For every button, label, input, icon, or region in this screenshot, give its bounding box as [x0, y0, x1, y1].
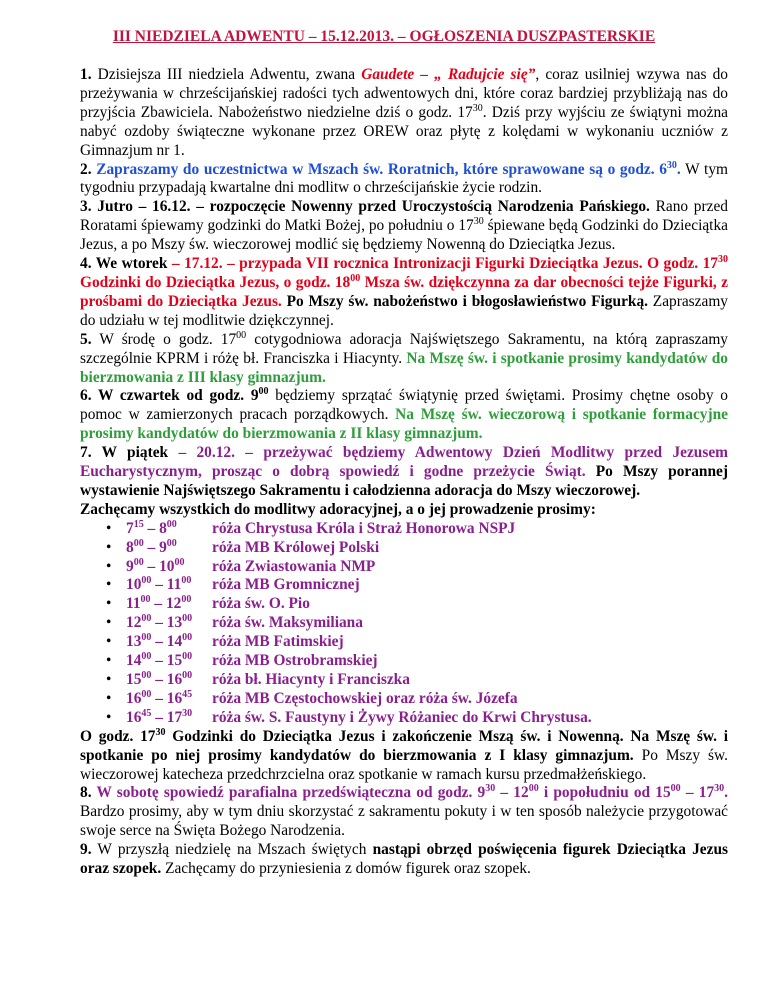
time-part: 7 — [126, 519, 134, 537]
time-part: 16 — [166, 671, 183, 688]
schedule-entry — [80, 520, 728, 539]
text-run: W środę o godz. 17 — [91, 330, 237, 348]
time-part: 11 — [126, 595, 141, 613]
time-part: 10 — [159, 557, 175, 575]
text-run: 30 — [718, 253, 728, 265]
text-run: , coraz usilniej wzywa nas do przeżywania w chrześcijańskiej radości tych adwentowych dni, które coraz bardziej przybliżają nas do przyjścia Zbawiciela. Nabożeństwo niedzielne dziś o godz. 17 — [80, 66, 728, 121]
schedule-entry — [80, 690, 728, 709]
time-part: 12 — [165, 595, 182, 613]
text-run: 00 — [670, 783, 681, 795]
time-part: 45 — [141, 707, 152, 719]
text-run: cotygodniowa adoracja Najświętszego Sakramentu, na którą zapraszamy szczególnie KPRM i różę bł. Franciszka i Hiacynty. — [80, 330, 728, 367]
time-part: 00 — [141, 669, 152, 681]
time-part: 45 — [182, 688, 193, 700]
text-run: – 12 — [495, 784, 529, 802]
announcement-item — [80, 66, 728, 161]
rosary-group: róża MB Fatimskiej — [212, 633, 344, 651]
text-run: W czwartek od godz. 9 — [91, 387, 259, 405]
text-run: i popołudniu od 15 — [538, 784, 671, 802]
text-run: 30 — [666, 159, 677, 171]
rosary-group: róża MB Ostrobramskiej — [212, 652, 378, 670]
time-part: 00 — [166, 537, 177, 549]
text-run: . — [676, 160, 681, 178]
rosary-group: róża św. Maksymiliana — [212, 614, 363, 632]
time-range: $14^{00} - 15^{00}$ — [126, 650, 193, 670]
text-run: 00 — [350, 272, 361, 284]
text-run: Zachęcamy do przyniesienia z domów figurek oraz szopek. — [161, 860, 531, 878]
text-run: W piątek — [91, 444, 169, 462]
rosary-group: róża Zwiastowania NMP — [212, 557, 376, 575]
time-part: 11 — [166, 576, 182, 594]
schedule-entry — [80, 633, 728, 652]
time-part: 14 — [126, 652, 142, 670]
text-run: W przyszłą niedzielę na Mszach świętych — [91, 841, 373, 859]
announcement-item — [80, 161, 728, 199]
text-run: 00 — [528, 783, 539, 795]
text-run: W tym tygodniu przypadają kwartalne dni modlitw o chrześcijańskie życie rodzin. — [80, 160, 728, 197]
text-run: Na Mszę św. wieczorową i spotkanie formacyjne prosimy kandydatów do bierzmowania z II klasy gimnazjum. — [80, 406, 728, 443]
item-number: 4. — [80, 255, 92, 273]
text-run: Po Mszy św. wieczorowej katecheza przedchrzcielna oraz spotkanie w ramach kursu przedmałżeńskiego. — [80, 746, 728, 783]
announcement-item — [80, 255, 728, 331]
rosary-group: róża św. S. Faustyny i Żywy Różaniec do Krwi Chrystusa. — [212, 708, 592, 726]
text-run: Dzisiejsza III niedziela Adwentu, zwana — [91, 66, 362, 83]
time-part: 00 — [141, 632, 152, 644]
time-range: $16^{45} - 17^{30}$ — [126, 707, 193, 726]
text-run: 30 — [485, 783, 496, 795]
announcement-item — [80, 198, 728, 255]
announcement-list — [80, 66, 728, 501]
time-part: 16 — [126, 708, 142, 726]
schedule-entry — [80, 671, 728, 690]
text-run: – 17.12. – przypada VII rocznica Intronizacji Figurki Dzieciątka Jezus. O godz. 17 — [167, 255, 718, 273]
text-run: nastąpi obrzęd poświęcenia figurek Dzieciątka Jezus oraz szopek. — [80, 841, 728, 878]
time-part: 00 — [174, 556, 185, 568]
rosary-group: róża MB Częstochowskiej oraz róża św. Józefa — [212, 689, 518, 707]
time-part: 00 — [141, 688, 152, 700]
time-part: 30 — [182, 707, 193, 719]
text-run: Na Mszę św. i spotkanie prosimy kandydatów do bierzmowania z III klasy gimnazjum. — [80, 349, 728, 386]
text-run: Jutro – 16.12. – rozpoczęcie Nowenny przed Uroczystością Narodzenia Pańskiego. — [91, 198, 650, 216]
rosary-group: róża MB Królowej Polski — [212, 538, 380, 556]
time-range: $11^{00} - 12^{00}$ — [126, 594, 192, 613]
text-run: Po Mszy porannej wystawienie Najświętszego Sakramentu i całodzienna adoracja do Mszy wieczorowej. — [80, 463, 728, 499]
announcement-item — [80, 387, 728, 444]
rosary-group: róża bł. Hiacynty i Franciszka — [212, 671, 410, 688]
time-part: 00 — [141, 650, 152, 662]
time-part: 17 — [166, 708, 183, 726]
text-run: O godz. 17 — [80, 727, 156, 745]
text-run: 30 — [714, 783, 725, 795]
schedule-entry — [80, 614, 728, 633]
text-run: Zapraszamy do udziału w tej modlitwie dziękczynnej. — [80, 292, 728, 329]
text-run: 30 — [155, 726, 166, 738]
item-number: 9. — [80, 841, 92, 859]
announcement-item — [80, 841, 728, 879]
announcement-item — [80, 331, 728, 388]
time-part: 00 — [182, 632, 193, 644]
schedule-entry — [80, 576, 728, 595]
text-run: – 17 — [680, 784, 715, 802]
announcement-item — [80, 444, 728, 501]
time-part: 16 — [126, 689, 142, 707]
time-part: 00 — [141, 613, 152, 625]
time-part: 10 — [126, 576, 142, 594]
schedule-intro: Zachęcamy wszystkich do modlitwy adoracyjnej, a o jej prowadzenie prosimy: — [80, 500, 596, 518]
time-part: 13 — [126, 633, 142, 651]
time-range: $8^{00} - 9^{00}$ — [126, 537, 177, 556]
time-part: 15 — [126, 671, 142, 688]
time-part: 00 — [133, 556, 144, 568]
schedule-entry — [80, 539, 728, 558]
time-range: $10^{00} - 11^{00}$ — [126, 575, 192, 594]
schedule-entry — [80, 709, 728, 728]
item-number: 2. — [80, 160, 92, 178]
schedule-entry — [80, 595, 728, 614]
text-run: 30 — [473, 216, 484, 228]
text-run: Po Mszy św. nabożeństwo i błogosławieństwo Figurką. — [281, 292, 648, 310]
time-range: $12^{00} - 13^{00}$ — [126, 613, 193, 632]
time-part: 00 — [181, 575, 192, 587]
schedule-entry — [80, 652, 728, 671]
time-part: 00 — [182, 650, 193, 662]
time-part: 00 — [166, 518, 177, 530]
announcements-body — [80, 66, 728, 879]
time-part: 8 — [159, 519, 167, 537]
text-run: Gaudete – „ Radujcie się” — [361, 66, 536, 83]
text-run: 30 — [472, 102, 483, 114]
text-run: We wtorek — [91, 255, 168, 273]
text-run: będziemy sprzątać świątynię przed świętami. Prosimy chętne osoby o pomoc w zamierzonych pracach porządkowych. — [80, 387, 728, 424]
time-range: $7^{15} - 8^{00}$ — [126, 518, 177, 537]
time-part: 00 — [140, 594, 151, 606]
time-part: 13 — [166, 614, 183, 632]
text-run: śpiewane będą Godzinki do Dzieciątka Jezus, a po Mszy św. wieczorowej modlić się będziemy Nowenną do Dzieciątka Jezus. — [80, 217, 728, 254]
text-run: – 20.12. – przeżywać będziemy Adwentowy Dzień Modlitwy przed Jezusem Eucharystycznym, prosząc o dobrą spowiedź i godne przeżycie Świąt. — [80, 444, 728, 481]
time-range: $15^{00} - 16^{00}$ — [126, 669, 193, 688]
time-part: 14 — [166, 633, 183, 651]
rosary-group: róża św. O. Pio — [212, 595, 310, 613]
announcement-item — [80, 784, 728, 841]
item-number: 7. — [80, 444, 92, 462]
text-run: . — [724, 784, 728, 802]
item-number: 8. — [80, 784, 92, 802]
time-part: 00 — [181, 594, 192, 606]
time-part: 9 — [126, 557, 134, 575]
time-range: $16^{00} - 16^{45}$ — [126, 688, 193, 707]
text-run: W sobotę spowiedź parafialna przedświąteczna od godz. 9 — [91, 784, 486, 802]
rosary-group: róża Chrystusa Króla i Straż Honorowa NSPJ — [212, 519, 516, 537]
page-title: III NIEDZIELA ADWENTU – 15.12.2013. – OGŁOSZENIA DUSZPASTERSKIE — [112, 28, 656, 45]
time-part: 00 — [182, 613, 193, 625]
time-part: 00 — [141, 575, 152, 587]
announcement-list-end — [80, 784, 728, 879]
text-run: Godzinki do Dzieciątka Jezus, o godz. 18 — [80, 273, 351, 291]
time-part: 15 — [133, 518, 144, 530]
time-part: 9 — [159, 538, 167, 556]
time-part: 00 — [182, 669, 193, 681]
after-schedule-paragraph — [80, 728, 728, 785]
time-part: 00 — [133, 537, 144, 549]
text-run: Rano przed Roratami śpiewamy godzinki do Matki Bożej, po południu o 17 — [80, 198, 728, 235]
item-number: 1. — [80, 66, 92, 83]
time-range: $13^{00} - 14^{00}$ — [126, 632, 193, 651]
item-number: 5. — [80, 330, 92, 348]
time-part: 12 — [126, 614, 142, 632]
text-run: Bardzo prosimy, aby w tym dniu skorzystać z sakramentu pokuty i w ten sposób należycie przygotować swoje serce na Święta Bożego Narodzenia. — [80, 803, 728, 840]
item-number: 6. — [80, 387, 92, 405]
rosary-group: róża MB Gromnicznej — [212, 576, 360, 594]
text-run: . Dziś przy wyjściu ze świątyni można nabyć ozdoby świąteczne wykonane przez OREW oraz płytę z kolędami w wykonaniu uczniów z Gimnazjum nr 1. — [80, 103, 728, 159]
text-run: 00 — [236, 329, 247, 341]
text-run: Msza św. dziękczynna za dar obecności tejże Figurki, z prośbami do Dzieciątka Jezus. — [80, 273, 728, 310]
schedule-entry — [80, 558, 728, 577]
text-run: 00 — [258, 386, 269, 398]
time-range: $9^{00} - 10^{00}$ — [126, 556, 185, 575]
text-run: Godzinki do Dzieciątka Jezus i zakończenie Mszą św. i Nowenną. Na Mszę św. i spotkanie po niej prosimy kandydatów do bierzmowania z I klasy gimnazjum. — [80, 727, 728, 764]
time-part: 16 — [166, 689, 183, 707]
time-part: 15 — [166, 652, 183, 670]
adoration-schedule — [80, 520, 728, 728]
text-run: Zapraszamy do uczestnictwa w Mszach św. Roratnich, które sprawowane są o godz. 6 — [91, 160, 667, 178]
item-number: 3. — [80, 198, 92, 216]
time-part: 8 — [126, 538, 134, 556]
